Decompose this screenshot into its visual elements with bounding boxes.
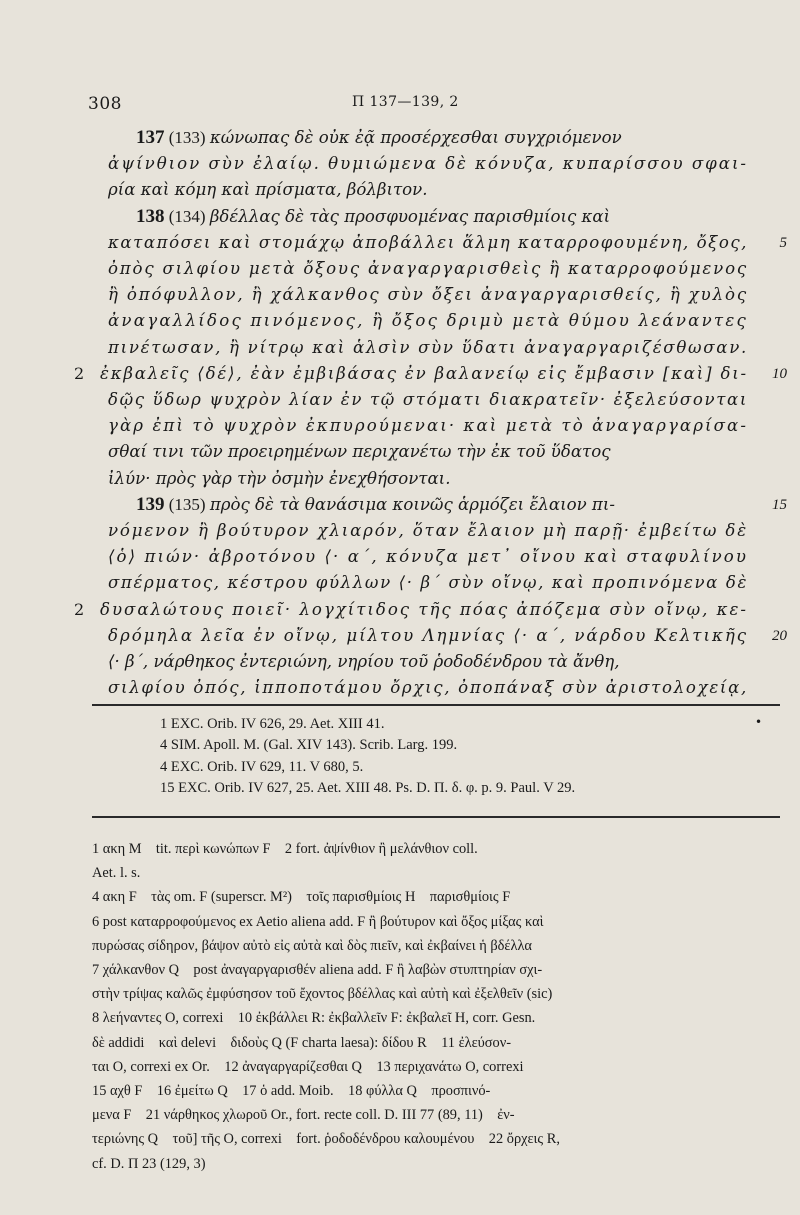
line-number: 20	[772, 627, 787, 644]
line-text: σπέρματος, κέστρου φύλλων ⟨· β΄ σὺν οἴνῳ, καὶ προπινόμενα δὲ	[108, 573, 748, 593]
line-text: ⟨· β΄, νάρθηκος ἐντεριώνη, νηρίου τοῦ ῥοδοδένδρου τὰ ἄνθη,	[108, 652, 620, 671]
testimonia-line: 15 EXC. Orib. IV 627, 25. Aet. XIII 48. Ps. D. Π. δ. φ. p. 9. Paul. V 29.	[160, 780, 576, 797]
apparatus-text: 15 αχθ F 16 ἐμείτω Q 17 ὁ add. Moib. 18 φύλλα Q προσπινό-	[92, 1083, 491, 1099]
paragraph-number: 2	[74, 363, 85, 383]
line-text: καταπόσει καὶ στομάχῳ ἀποβάλλει ἅλμη καταρροφουμένη, ὄξος,	[108, 232, 749, 252]
apparatus-line	[92, 886, 772, 908]
chapter-number: 139	[136, 493, 165, 515]
apparatus-line	[92, 983, 772, 1005]
line-text: ἀψίνθιον σὺν ἐλαίῳ. θυμιώμενα δὲ κόνυζα, κυπαρίσσου σφαι-	[108, 154, 749, 174]
testimonia-line: 4 SIM. Apoll. M. (Gal. XIV 143). Scrib. Larg. 199.	[160, 737, 458, 754]
apparatus-line	[92, 935, 772, 957]
apparatus-line	[92, 1080, 772, 1102]
apparatus-text: ται O, correxi ex Or. 12 ἀναγαργαρίζεσθαι Q 13 περιχανάτω O, correxi	[92, 1058, 524, 1075]
paragraph-number: 2	[74, 599, 85, 619]
apparatus-line	[92, 1153, 772, 1175]
apparatus-line	[92, 1007, 772, 1029]
apparatus-line	[92, 1104, 772, 1126]
chapter-number: 137	[136, 127, 165, 148]
running-title: Π 137—139, 2	[352, 94, 459, 110]
line-text: ἢ ὀπόφυλλον, ἢ χάλκανθος σὺν ὄξει ἀναγαργαρισθείς, ἢ χυλὸς	[108, 285, 748, 305]
apparatus-line	[92, 911, 772, 933]
text-content	[108, 672, 748, 704]
line-text: δῷς ὕδωρ ψυχρὸν λίαν ἐν τῷ στόματι διακρατεῖν· ἐξελεύσονται	[108, 390, 748, 409]
apparatus-text: 7 χάλκανθον Q post ἀναγαργαρισθέν aliena add. F ἢ λαβὼν στυπτηρίαν σχι-	[92, 962, 543, 978]
line-text: ἰλύν· πρὸς γὰρ τὴν ὀσμὴν ἐνεχθήσονται.	[108, 468, 451, 488]
apparatus-text: 1 ακη M tit. περὶ κωνώπων F 2 fort. ἀψίνθιον ἢ μελάνθιον coll.	[92, 841, 478, 857]
apparatus-line	[92, 1128, 772, 1150]
apparatus-text: cf. D. Π 23 (129, 3)	[92, 1155, 206, 1172]
apparatus-divider	[92, 816, 780, 818]
apparatus-text: Aet. l. s.	[92, 865, 141, 882]
line-text: κώνωπας δὲ οὐκ ἐᾷ προσέρχεσθαι συγχριόμενον	[209, 128, 622, 147]
line-text: ρία καὶ κόμη καὶ πρίσματα, βόλβιτον.	[108, 180, 428, 200]
line-number: 5	[779, 234, 787, 251]
testimonia-line: 1 EXC. Orib. IV 626, 29. Aet. XIII 41.	[160, 716, 385, 732]
page-number: 308	[88, 94, 122, 114]
chapter-alt-number: (134)	[164, 206, 210, 226]
apparatus-text: δὲ addidi καὶ delevi διδοὺς Q (F charta laesa): δίδου R 11 ἐλεύσον-	[92, 1034, 512, 1051]
chapter-number: 138	[136, 205, 165, 227]
apparatus-line	[92, 862, 772, 884]
text-line	[88, 672, 752, 704]
line-text: σιλφίου ὀπός, ἱπποποτάμου ὄρχις, ὀποπάναξ σὺν ἀριστολοχείᾳ,	[108, 678, 748, 698]
apparatus-text: 8 λεήναντες O, correxi 10 ἐκβάλλει R: ἐκβαλλεῖν F: ἐκβαλεῖ H, corr. Gesn.	[92, 1010, 536, 1027]
line-text: γὰρ ἐπὶ τὸ ψυχρὸν ἐκπυρούμεναι· καὶ μετὰ τὸ ἀναγαργαρίσα-	[108, 416, 748, 436]
line-number: 10	[772, 365, 787, 382]
apparatus-text: 6 post καταρροφούμενος ex Aetio aliena add. F ἢ βούτυρον καὶ ὄξος μίξας καὶ	[92, 913, 544, 930]
line-text: νόμενον ἢ βούτυρον χλιαρόν, ὅταν ἔλαιον μὴ παρῇ· ἐμβείτω δὲ	[108, 521, 748, 540]
testimonia-block	[160, 714, 575, 800]
page-header	[0, 94, 800, 118]
apparatus-line	[92, 838, 772, 860]
line-text: βδέλλας δὲ τὰς προσφυομένας παρισθμίοις καὶ	[209, 206, 611, 226]
testimonia-line: 4 EXC. Orib. IV 629, 11. V 680, 5.	[160, 758, 364, 775]
apparatus-line	[92, 959, 772, 981]
chapter-alt-number: (135)	[164, 494, 210, 514]
line-number: 15	[772, 496, 787, 513]
testimonia-divider	[92, 704, 780, 706]
apparatus-line	[92, 1056, 772, 1078]
line-text: δρόμηλα λεῖα ἐν οἴνῳ, μίλτου Λημνίας ⟨· α΄, νάρδου Κελτικῆς	[108, 625, 749, 645]
chapter-alt-number: (133)	[164, 128, 210, 147]
testimonia-mark: •	[755, 715, 763, 729]
apparatus-text: τεριώνης Q τοῦ] τῆς O, correxi fort. ῥοδοδένδρου καλουμένου 22 ὄρχεις R,	[92, 1131, 560, 1148]
line-text: σθαί τινι τῶν προειρημένων περιχανέτω τὴν ἐκ τοῦ ὕδατος	[108, 442, 611, 462]
line-text: ⟨ὁ⟩ πιών· ἀβροτόνου ⟨· α΄, κόνυζα μετ᾽ οἴνου καὶ σταφυλίνου	[108, 547, 748, 567]
line-text: ὀπὸς σιλφίου μετὰ ὄξους ἀναγαργαρισθεὶς ἢ καταρροφούμενος	[108, 259, 748, 278]
line-text: δυσαλώτους ποιεῖ· λογχίτιδος τῆς πόας ἀπόζεμα σὺν οἴνῳ, κε-	[100, 599, 748, 619]
line-text: ἐκβαλεῖς ⟨δέ⟩, ἐὰν ἐμβιβάσας ἐν βαλανείῳ εἰς ἔμβασιν [καὶ] δι-	[100, 363, 748, 383]
line-text: ἀναγαλλίδος πινόμενος, ἢ ὄξος δριμὺ μετὰ θύμου λεάναντες	[108, 311, 748, 331]
apparatus-text: πυρώσας σίδηρον, βάψον αὐτὸ εἰς αὐτὰ καὶ δὸς πιεῖν, καὶ ἐκβαίνει ἡ βδέλλα	[92, 937, 532, 954]
apparatus-text: μενα F 21 νάρθηκος χλωροῦ Or., fort. recte coll. D. III 77 (89, 11) ἐν-	[92, 1107, 515, 1124]
apparatus-text: 4 ακη F τὰς om. F (superscr. M²) τοῖς παρισθμίοις H παρισθμίοις F	[92, 889, 511, 906]
line-text: πινέτωσαν, ἢ νίτρῳ καὶ ἁλσὶν σὺν ὕδατι ἀναγαργαριζέσθωσαν.	[108, 337, 748, 357]
line-text: πρὸς δὲ τὰ θανάσιμα κοινῶς ἁρμόζει ἔλαιον πι-	[209, 494, 615, 514]
apparatus-text: στὴν τρίψας καλῶς ἐμφύσησον τοῦ ἔχοντος βδέλλας καὶ αὐτὴ καὶ ἐξελθεῖν (sic)	[92, 986, 553, 1003]
apparatus-line	[92, 1032, 772, 1054]
